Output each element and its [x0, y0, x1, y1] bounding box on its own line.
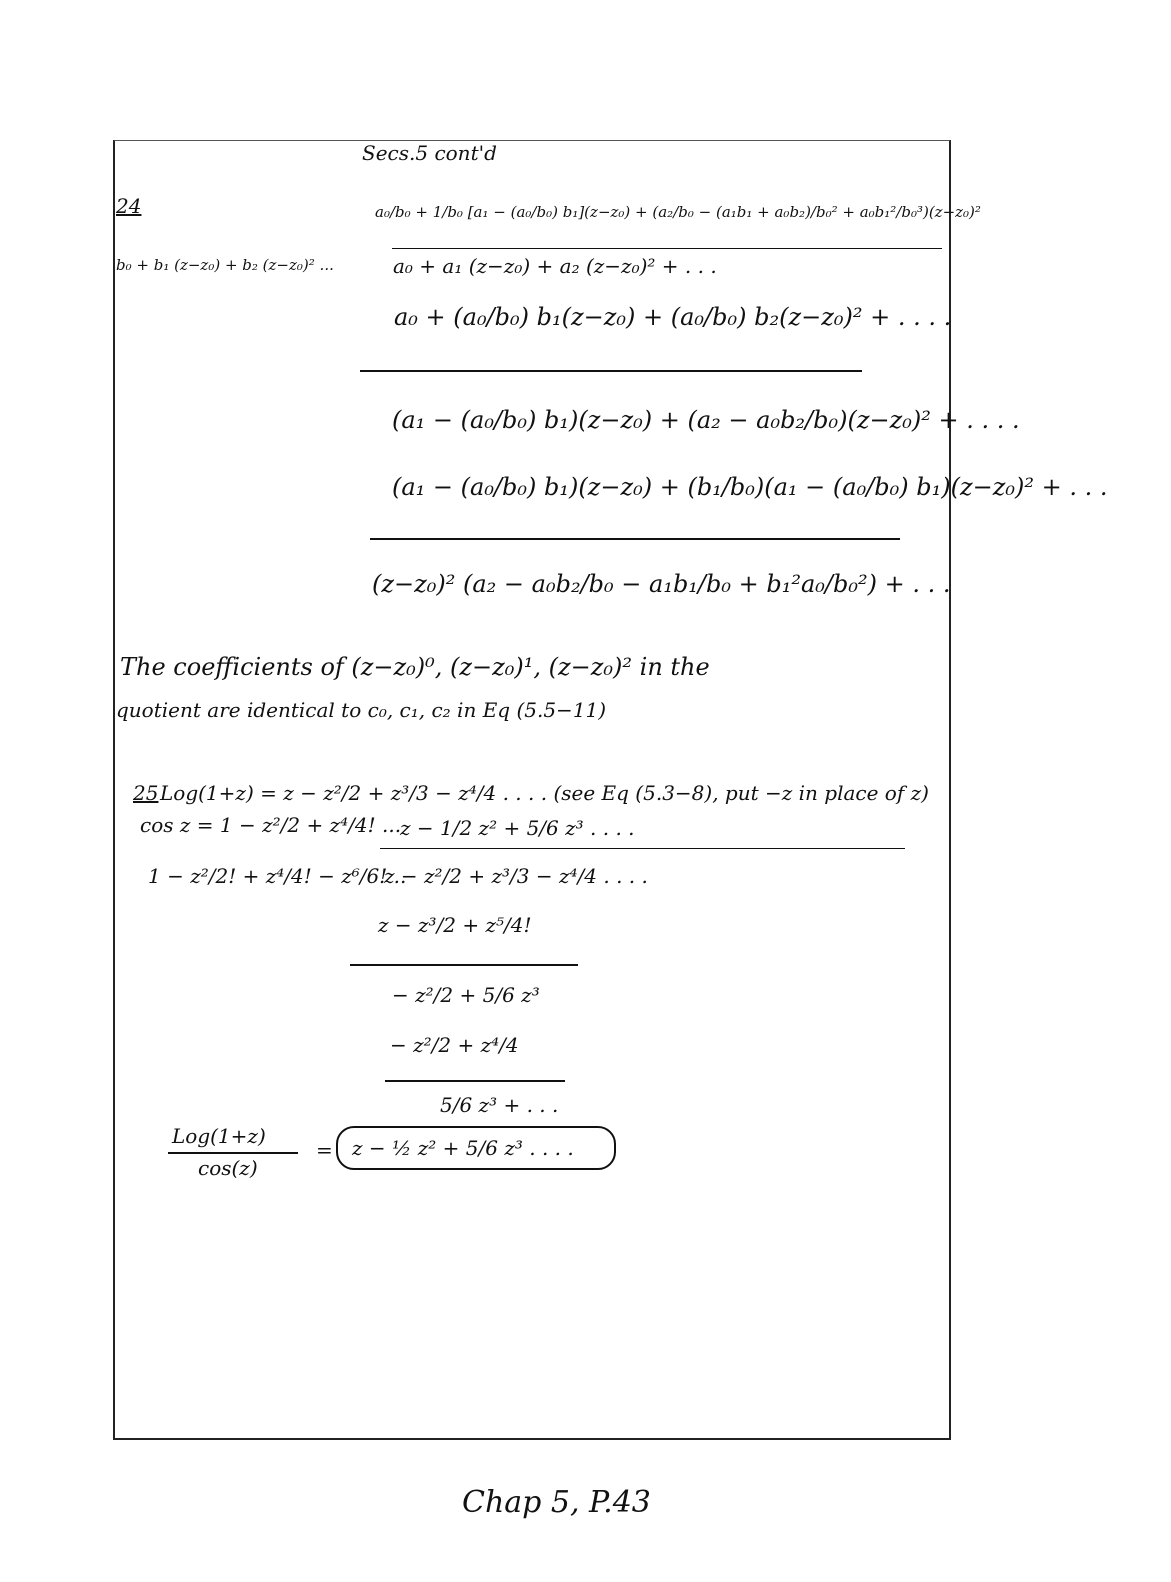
- problem-25-log-series: Log(1+z) = z − z²/2 + z³/3 − z⁴/4 . . . . (see Eq (5.3−8), put −z in place of z): [160, 781, 929, 805]
- problem-24-remark-line1: The coefficients of (z−z₀)⁰, (z−z₀)¹, (z−z₀)² in the: [120, 653, 710, 681]
- division-bar-24: [392, 248, 942, 249]
- problem-24-divisor: b₀ + b₁ (z−z₀) + b₂ (z−z₀)² ...: [116, 256, 334, 274]
- page-label: Chap 5, P.43: [462, 1485, 651, 1520]
- problem-25-step4: 5/6 z³ + . . .: [440, 1093, 559, 1117]
- problem-24-number: 24: [116, 194, 142, 218]
- problem-25-number: 25: [133, 781, 159, 805]
- result-rhs: z − ½ z² + 5/6 z³ . . . .: [352, 1136, 574, 1160]
- subtraction-rule-2: [370, 538, 900, 540]
- problem-25-cos-series: cos z = 1 − z²/2 + z⁴/4! ...: [140, 813, 402, 837]
- result-lhs-denominator: cos(z): [198, 1156, 258, 1180]
- problem-24-step4: (z−z₀)² (a₂ − a₀b₂/b₀ − a₁b₁/b₀ + b₁²a₀/b₀²) + . . .: [372, 570, 951, 598]
- result-fraction-bar: [168, 1152, 298, 1154]
- subtraction-rule-4: [385, 1080, 565, 1082]
- problem-24-dividend: a₀ + a₁ (z−z₀) + a₂ (z−z₀)² + . . .: [393, 254, 717, 278]
- problem-24-step1: a₀ + (a₀/b₀) b₁(z−z₀) + (a₀/b₀) b₂(z−z₀)² + . . . .: [394, 303, 952, 331]
- problem-24-step3: (a₁ − (a₀/b₀) b₁)(z−z₀) + (b₁/b₀)(a₁ − (a₀/b₀) b₁)(z−z₀)² + . . .: [392, 473, 1108, 501]
- problem-25-step1: z − z³/2 + z⁵/4!: [378, 913, 532, 937]
- subtraction-rule-3: [350, 964, 578, 966]
- problem-25-step2: − z²/2 + 5/6 z³: [392, 983, 540, 1007]
- result-equals: =: [316, 1138, 333, 1162]
- problem-24-step2: (a₁ − (a₀/b₀) b₁)(z−z₀) + (a₂ − a₀b₂/b₀)(z−z₀)² + . . . .: [392, 406, 1020, 434]
- division-bar-25: [380, 848, 905, 849]
- problem-24-quotient: a₀/b₀ + 1/b₀ [a₁ − (a₀/b₀) b₁](z−z₀) + (a₂/b₀ − (a₁b₁ + a₀b₂)/b₀² + a₀b₁²/b₀³)(z−z₀)²: [375, 203, 981, 221]
- subtraction-rule-1: [360, 370, 862, 372]
- problem-25-quotient: z − 1/2 z² + 5/6 z³ . . . .: [400, 816, 635, 840]
- problem-25-step3: − z²/2 + z⁴/4: [390, 1033, 519, 1057]
- problem-24-remark-line2: quotient are identical to c₀, c₁, c₂ in Eq (5.5−11): [116, 698, 607, 722]
- problem-25-divisor: 1 − z²/2! + z⁴/4! − z⁶/6! ..: [148, 864, 407, 888]
- section-title: Secs.5 cont'd: [362, 141, 497, 165]
- result-lhs-numerator: Log(1+z): [172, 1124, 266, 1148]
- problem-25-dividend: z − z²/2 + z³/3 − z⁴/4 . . . .: [384, 864, 648, 888]
